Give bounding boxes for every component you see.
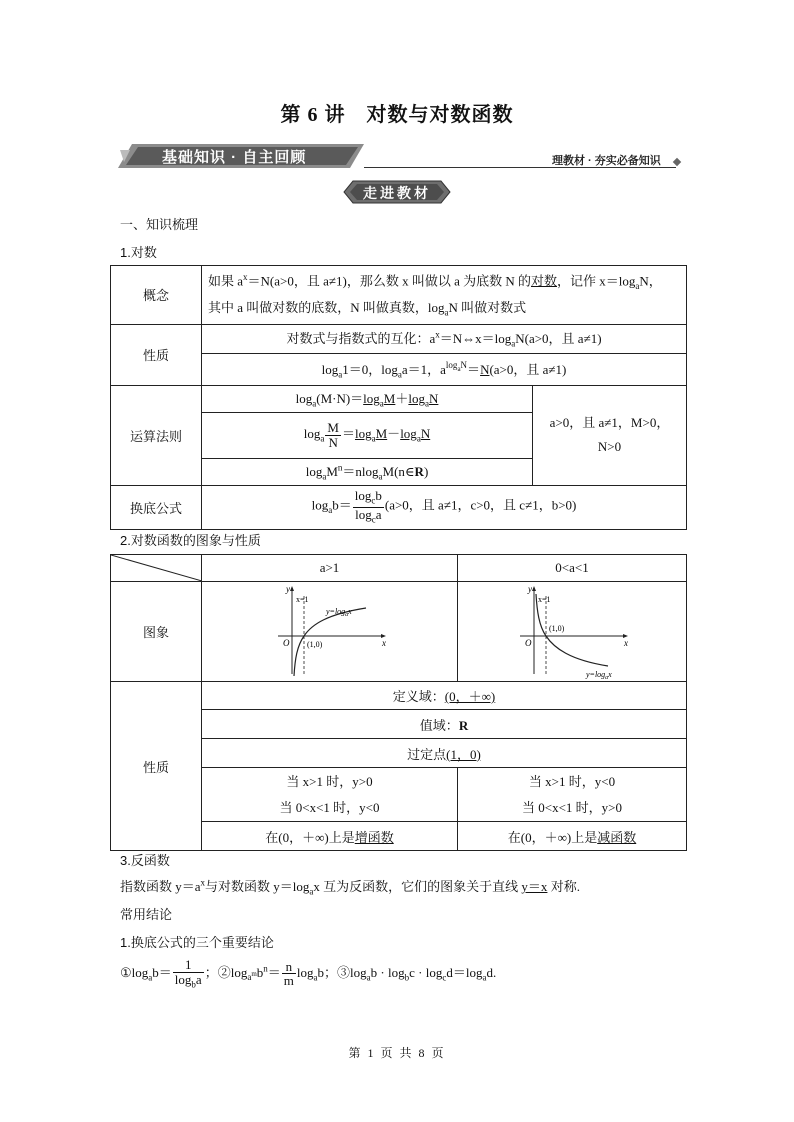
sub-banner bbox=[343, 180, 451, 204]
origin-label: O bbox=[525, 637, 532, 648]
y-label: y bbox=[528, 583, 532, 594]
curve-label: $y=\log_ax$ bbox=[586, 669, 612, 680]
operation-condition: a>0，且 a≠1，M>0， N>0 bbox=[533, 385, 687, 485]
banner-subtitle: 理教材 · 夯实必备知识 bbox=[552, 155, 661, 167]
operation-label: 运算法则 bbox=[111, 385, 202, 485]
sign-a-gt-1: 当 x>1 时，y>0 当 0<x<1 时，y<0 bbox=[202, 768, 458, 822]
concept-label: 概念 bbox=[111, 266, 202, 325]
subsection-function: 2.对数函数的图象与性质 bbox=[120, 533, 261, 548]
concept-cell: 如果 $a^x=N(a>0$，且 a≠1)，那么数 x 叫做以 a 为底数 N 的对数，记作 $x=\log_aN$， 其中 a 叫做对数的底数，N 叫做真数，$\log_aN$ 叫做对数式 bbox=[202, 266, 687, 325]
property-exchange: 对数式与指数式的互化：$a^x=N\Leftrightarrow x=\log_aN(a>0$，且 a≠1) bbox=[202, 324, 687, 353]
x1-label: x=1 bbox=[295, 594, 309, 604]
sign-a-lt-1: 当 x>1 时，y<0 当 0<x<1 时，y>0 bbox=[458, 768, 687, 822]
sub-banner-text: 走进教材 bbox=[363, 185, 431, 201]
inverse-text: 指数函数 $y=a^x$与对数函数 $y=\log_ax$ 互为反函数，它们的图象关于直线 y＝x 对称. bbox=[120, 877, 580, 897]
graph-label: 图象 bbox=[111, 582, 202, 682]
origin-label: O bbox=[282, 637, 289, 648]
change-base-formula: $\log_ab=$ $\frac{\log_cb}{\log_ca}$ (a>0，且 a≠1，c>0，且 c≠1，b>0) bbox=[202, 485, 687, 529]
operation-power: $\log_aM^n=nlog_aM(n\in R)$ bbox=[202, 458, 533, 485]
page-footer: 第 1 页 共 8 页 bbox=[348, 1046, 446, 1060]
domain-cell: 定义域：(0，＋∞) bbox=[202, 682, 687, 710]
change-base-conclusions: $①\log_ab=$ $\frac{1}{\log_ba}$ ；$②\log_{a^m}b^n=$ $\frac{n}{m}$ $\log_ab$；$③\log_ab \cdot \log_bc \cdot \log_cd=\log_ad$. bbox=[120, 957, 497, 990]
subsection-inverse: 3.反函数 bbox=[120, 853, 170, 868]
decreasing-log-graph bbox=[512, 584, 632, 680]
mono-decreasing: 在(0，＋∞)上是减函数 bbox=[458, 822, 687, 851]
mono-increasing: 在(0，＋∞)上是增函数 bbox=[202, 822, 458, 851]
section-heading: 一、知识梳理 bbox=[120, 217, 199, 232]
function-table bbox=[110, 554, 687, 851]
diagonal-header-cell bbox=[111, 555, 202, 582]
log-curve bbox=[294, 608, 366, 676]
point-label: (1,0) bbox=[306, 639, 322, 649]
graph-increasing bbox=[202, 582, 458, 682]
x-label: x bbox=[624, 637, 628, 648]
property-label: 性质 bbox=[111, 324, 202, 385]
subsection-logarithm: 1.对数 bbox=[120, 245, 157, 260]
operation-product: $\log_a(M\cdot N)=\log_aM+\log_aN$ bbox=[202, 385, 533, 412]
x1-label: x=1 bbox=[538, 594, 551, 604]
page-title: 第 6 讲 对数与对数函数 bbox=[280, 104, 514, 126]
log-curve bbox=[536, 594, 608, 666]
banner-title: 基础知识 · 自主回顾 bbox=[162, 149, 307, 166]
operation-quotient: $\log_a$ $\frac{M}{N}$ $=\log_aM-\log_aN$ bbox=[202, 412, 533, 458]
section-banner bbox=[118, 142, 364, 170]
col-a-lt-1: 0<a<1 bbox=[458, 555, 687, 582]
curve-label: $y=\log_ax$ bbox=[325, 606, 352, 618]
graph-decreasing bbox=[458, 582, 687, 682]
y-label: y bbox=[285, 583, 290, 594]
point-label: (1,0) bbox=[549, 623, 565, 633]
x-label: x bbox=[381, 637, 386, 648]
property2-label: 性质 bbox=[111, 682, 202, 851]
logarithm-table bbox=[110, 265, 687, 530]
increasing-log-graph bbox=[270, 584, 390, 680]
change-base-label: 换底公式 bbox=[111, 485, 202, 529]
fixed-point-cell: 过定点(1，0) bbox=[202, 739, 687, 768]
property-values: $\log_a1=0$，$\log_aa=1$，$a^{log_aN}=N(a>0$，且 a≠1) bbox=[202, 353, 687, 385]
range-cell: 值域：R bbox=[202, 710, 687, 739]
diamond-icon bbox=[673, 158, 681, 166]
col-a-gt-1: a>1 bbox=[202, 555, 458, 582]
diagonal-line bbox=[111, 555, 202, 581]
common-conclusions-heading: 常用结论 bbox=[120, 907, 173, 922]
common-conclusion-1: 1.换底公式的三个重要结论 bbox=[120, 935, 274, 950]
